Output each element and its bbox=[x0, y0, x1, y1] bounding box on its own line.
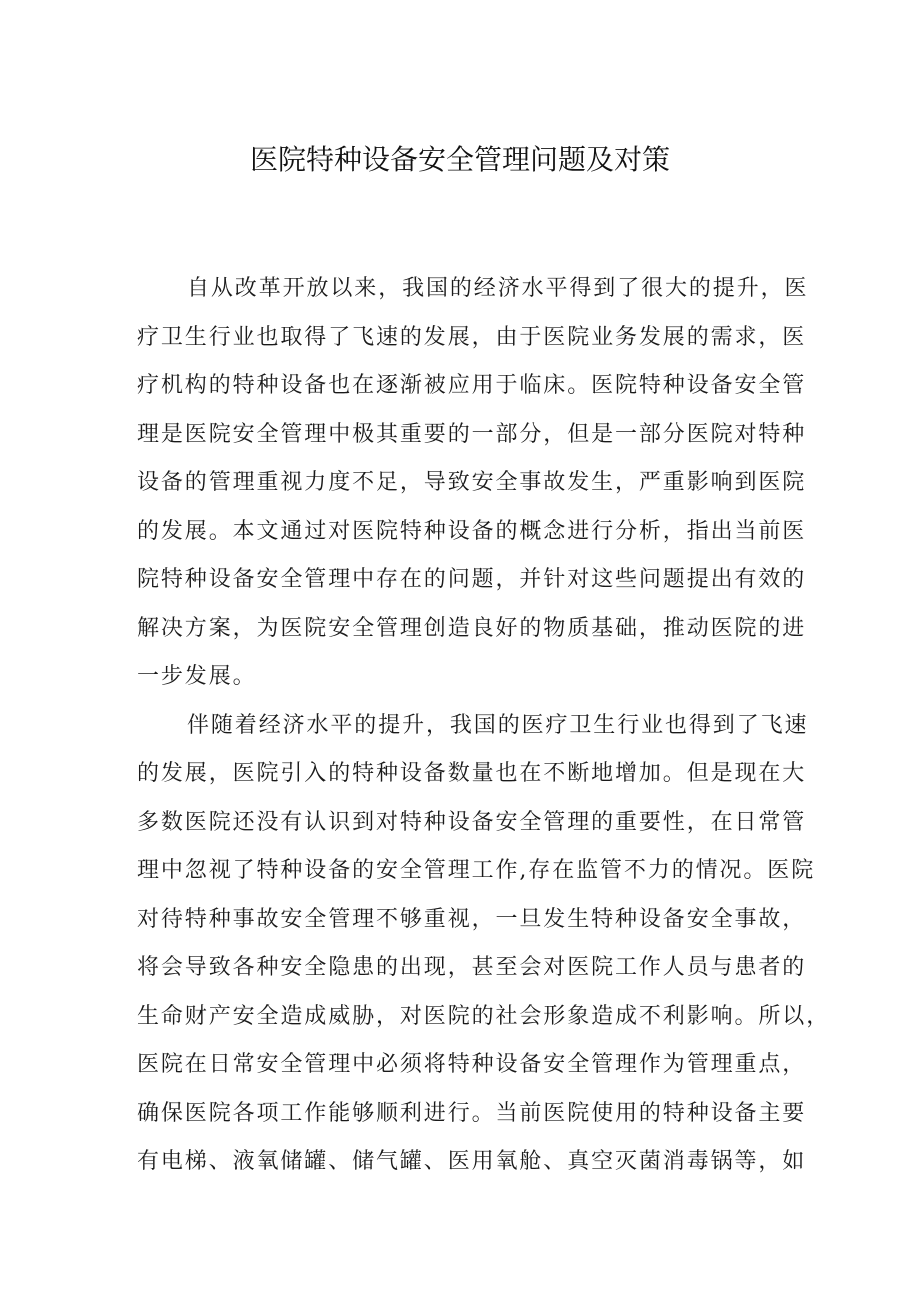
text-line: 解决方案，为医院安全管理创造良好的物质基础，推动医院的进 bbox=[137, 615, 807, 641]
text-line: 理是医院安全管理中极其重要的一部分，但是一部分医院对特种 bbox=[137, 421, 807, 447]
text-line: 多数医院还没有认识到对特种设备安全管理的重要性，在日常管 bbox=[137, 809, 807, 835]
text-line: 对待特种事故安全管理不够重视，一旦发生特种设备安全事故， bbox=[137, 906, 807, 932]
text-line: 院特种设备安全管理中存在的问题，并针对这些问题提出有效的 bbox=[137, 567, 807, 592]
page-title: 医院特种设备安全管理问题及对策 bbox=[249, 143, 670, 176]
text-line: 生命财产安全造成威胁，对医院的社会形象造成不利影响。所以， bbox=[137, 1003, 831, 1029]
paragraph-1 bbox=[137, 265, 809, 702]
text-line: 一步发展。 bbox=[137, 664, 257, 689]
document-body bbox=[137, 265, 831, 1187]
text-line: 理中忽视了特种设备的安全管理工作,存在监管不力的情况。医院 bbox=[137, 858, 816, 883]
text-line: 疗机构的特种设备也在逐渐被应用于临床。医院特种设备安全管 bbox=[137, 373, 807, 398]
text-line: 确保医院各项工作能够顺利进行。当前医院使用的特种设备主要 bbox=[137, 1100, 807, 1126]
text-line: 医院在日常安全管理中必须将特种设备安全管理作为管理重点， bbox=[137, 1052, 807, 1077]
text-line: 疗卫生行业也取得了飞速的发展，由于医院业务发展的需求，医 bbox=[137, 324, 807, 350]
text-line: 将会导致各种安全隐患的出现，甚至会对医院工作人员与患者的 bbox=[137, 955, 807, 980]
text-line: 自从改革开放以来，我国的经济水平得到了很大的提升，医 bbox=[187, 276, 809, 301]
text-line: 伴随着经济水平的提升，我国的医疗卫生行业也得到了飞速 bbox=[187, 712, 809, 738]
paragraph-2 bbox=[137, 702, 831, 1187]
text-line: 设备的管理重视力度不足，导致安全事故发生，严重影响到医院 bbox=[137, 470, 807, 495]
text-line: 有电梯、液氧储罐、储气罐、医用氧舱、真空灭菌消毒锅等，如 bbox=[137, 1149, 807, 1174]
text-line: 的发展。本文通过对医院特种设备的概念进行分析，指出当前医 bbox=[137, 518, 807, 544]
text-line: 的发展，医院引入的特种设备数量也在不断地增加。但是现在大 bbox=[137, 761, 807, 786]
